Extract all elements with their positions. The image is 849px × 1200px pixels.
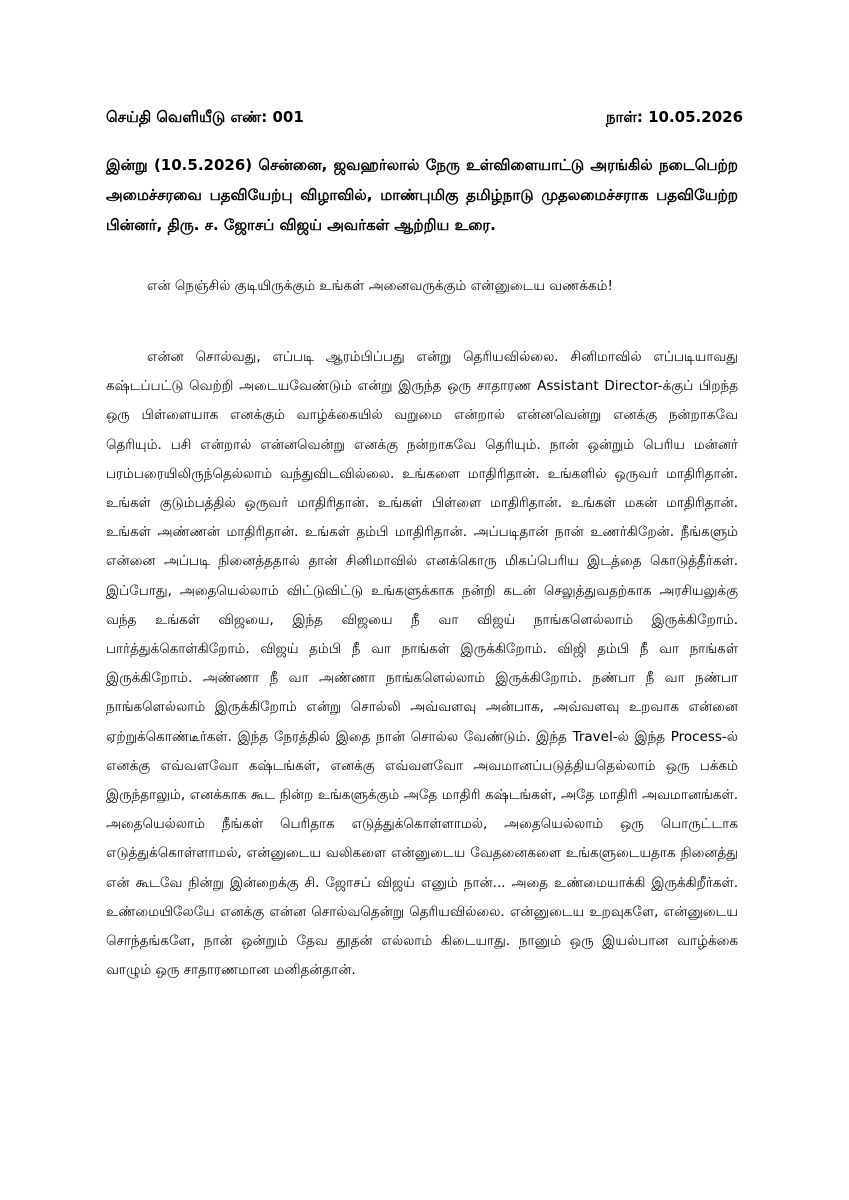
release-date: நாள்: 10.05.2026 bbox=[605, 108, 743, 126]
press-release-number: செய்தி வெளியீடு எண்: 001 bbox=[106, 108, 304, 126]
speech-paragraph: என்ன சொல்வது, எப்படி ஆரம்பிப்பது என்று தெரியவில்லை. சினிமாவில் எப்படியாவது கஷ்டப்பட்டு வெற்றி அடையவேண்டும் என்று இருந்த ஒரு சாதாரண Assistant Director-க்குப் பிறந்த ஒரு பிள்ளையாக எனக்கும் வாழ்க்கையில் வறுமை என்றால் என்னவென்று எனக்கு நன்றாகவே தெரியும். பசி என்றால் என்னவென்று எனக்கு நன்றாகவே தெரியும். நான் ஒன்றும் பெரிய மன்னர் பரம்பரையிலிருந்தெல்லாம் வந்துவிடவில்லை. உங்களை மாதிரிதான். உங்களில் ஒருவர் மாதிரிதான். உங்கள் குடும்பத்தில் ஒருவர் மாதிரிதான். உங்கள் பிள்ளை மாதிரிதான். உங்கள் மகன் மாதிரிதான். உங்கள் அண்ணன் மாதிரிதான். உங்கள் தம்பி மாதிரிதான். அப்படிதான் நான் உணர்கிறேன். நீங்களும் என்னை அப்படி நினைத்ததால் தான் சினிமாவில் எனக்கொரு மிகப்பெரிய இடத்தை கொடுத்தீர்கள். இப்போது, அதையெல்லாம் விட்டுவிட்டு உங்களுக்காக நன்றி கடன் செலுத்துவதற்காக அரசியலுக்கு வந்த உங்கள் விஜயை, இந்த விஜயை நீ வா விஜய் நாங்களெல்லாம் இருக்கிறோம். பார்த்துக்கொள்கிறோம். விஜய் தம்பி நீ வா நாங்கள் இருக்கிறோம். விஜி தம்பி நீ வா நாங்கள் இருக்கிறோம். அண்ணா நீ வா அண்ணா நாங்களெல்லாம் இருக்கிறோம். நண்பா நீ வா நண்பா நாங்களெல்லாம் இருக்கிறோம் என்று சொல்லி அவ்வளவு அன்பாக, அவ்வளவு உறவாக என்னை ஏற்றுக்கொண்டீர்கள். இந்த நேரத்தில் இதை நான் சொல்ல வேண்டும். இந்த Travel-ல் இந்த Process-ல் எனக்கு எவ்வளவோ கஷ்டங்கள், எனக்கு எவ்வளவோ அவமானப்படுத்தியதெல்லாம் ஒரு பக்கம் இருந்தாலும், எனக்காக கூட நின்ற உங்களுக்கும் அதே மாதிரி கஷ்டங்கள், அதே மாதிரி அவமானங்கள். அதையெல்லாம் நீங்கள் பெரிதாக எடுத்துக்கொள்ளாமல், அதையெல்லாம் ஒரு பொருட்டாக எடுத்துக்கொள்ளாமல், என்னுடைய வலிகளை என்னுடைய வேதனைகளை உங்களுடையதாக நினைத்து என் கூடவே நின்று இன்றைக்கு சி. ஜோசப் விஜய் எனும் நான்... அதை உண்மையாக்கி இருக்கிறீர்கள். உண்மையிலேயே எனக்கு என்ன சொல்வதென்று தெரியவில்லை. என்னுடைய உறவுகளே, என்னுடைய சொந்தங்களே, நான் ஒன்றும் தேவ தூதன் எல்லாம் கிடையாது. நானும் ஒரு இயல்பான வாழ்க்கை வாழும் ஒரு சாதாரணமான மனிதன்தான். bbox=[106, 349, 738, 979]
document-header bbox=[106, 108, 743, 128]
greeting-paragraph: என் நெஞ்சில் குடியிருக்கும் உங்கள் அனைவருக்கும் என்னுடைய வணக்கம்! bbox=[147, 278, 613, 294]
headline: இன்று (10.5.2026) சென்னை, ஜவஹர்லால் நேரு உள்விளையாட்டு அரங்கில் நடைபெற்ற அமைச்சரவை பதவியேற்பு விழாவில், மாண்புமிகு தமிழ்நாடு முதலமைச்சராக பதவியேற்ற பின்னர், திரு. ச. ஜோசப் விஜய் அவர்கள் ஆற்றிய உரை. bbox=[106, 156, 738, 234]
